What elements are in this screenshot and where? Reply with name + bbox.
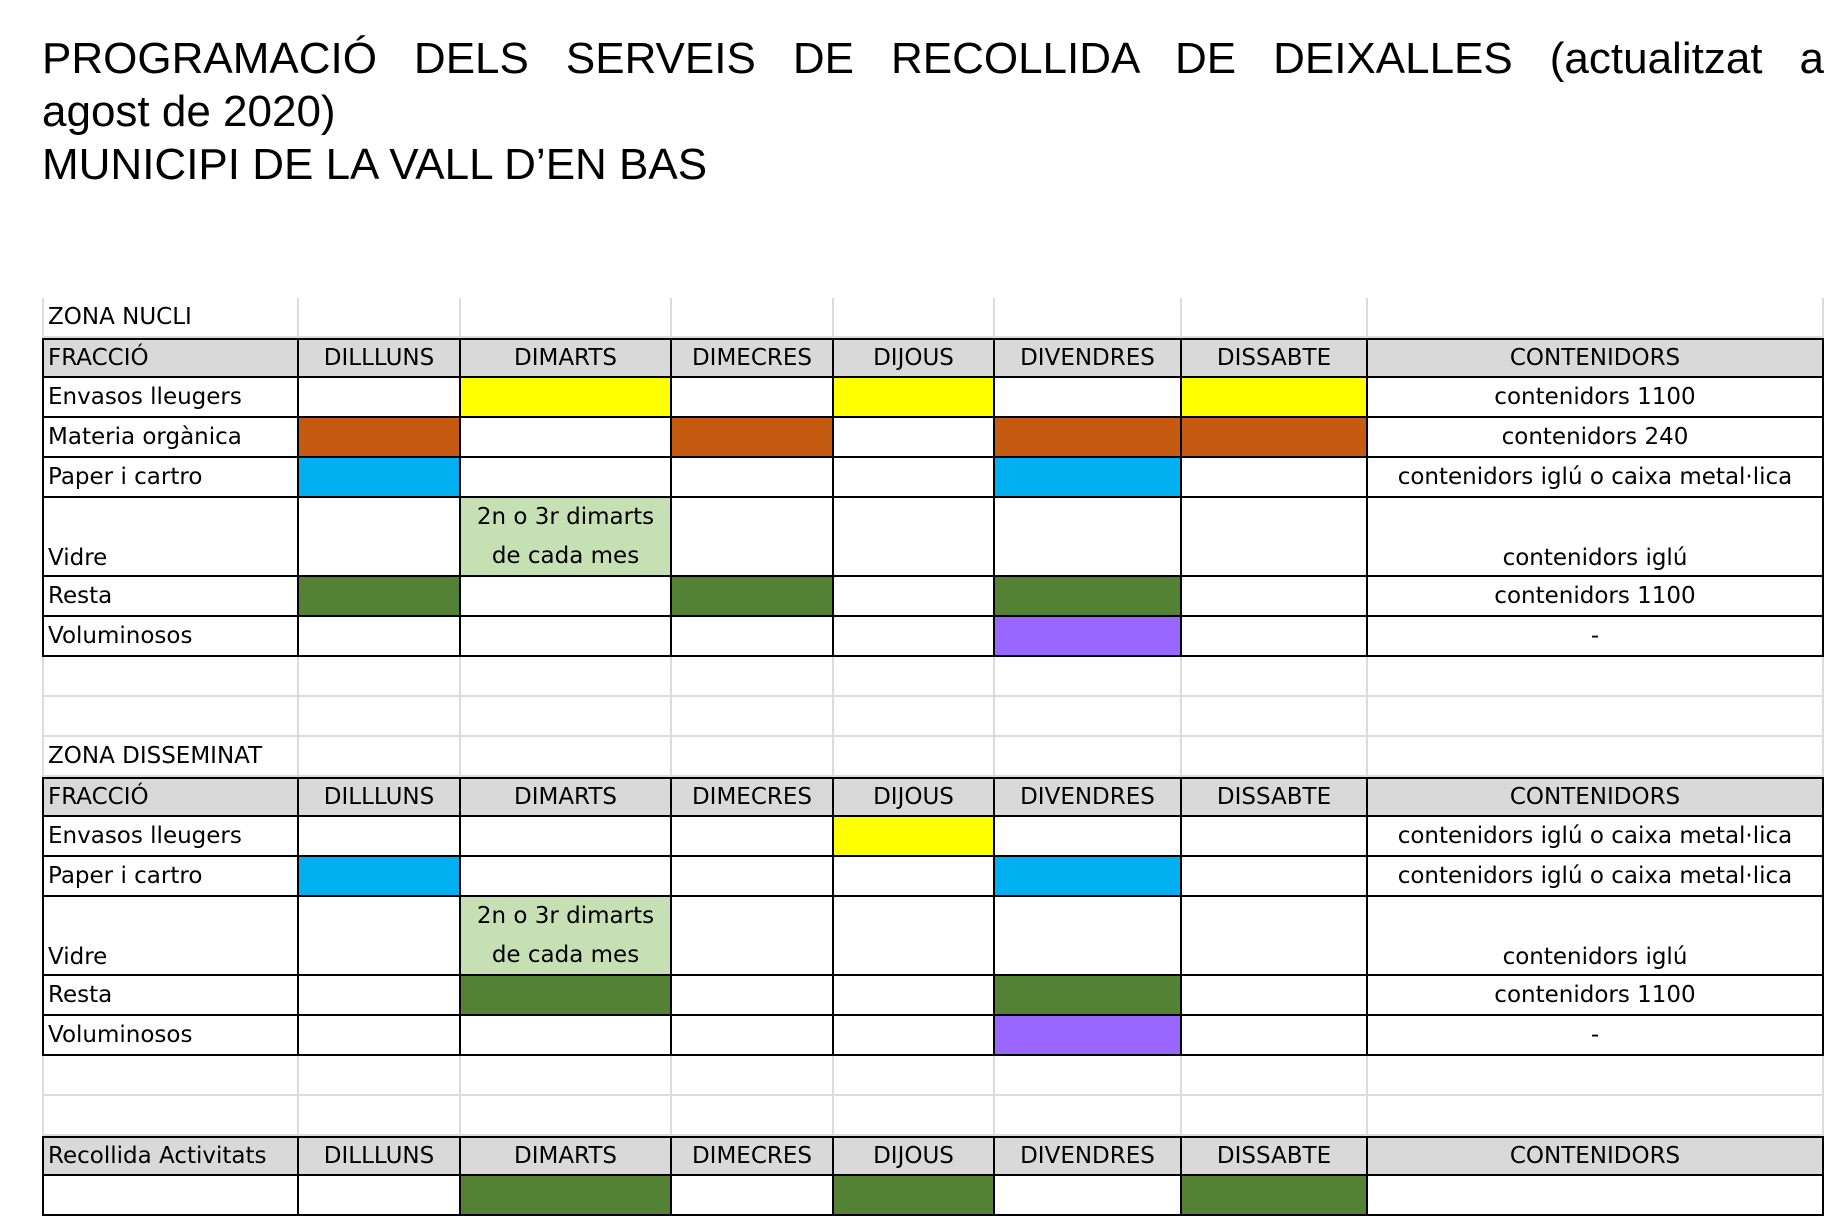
empty-cell (995, 737, 1182, 777)
header-contenidors: CONTENIDORS (1368, 777, 1824, 817)
empty-cell (461, 1096, 672, 1136)
day-cell (1182, 617, 1368, 657)
empty-cell (299, 1096, 461, 1136)
day-cell (672, 458, 834, 498)
empty-cell (995, 1096, 1182, 1136)
title-line-1: PROGRAMACIÓ DELS SERVEIS DE RECOLLIDA DE DEIXALLES (actualitzat a (42, 34, 1824, 83)
empty-cell (461, 657, 672, 697)
day-cell (672, 1016, 834, 1056)
empty-cell (834, 1096, 995, 1136)
day-cell (461, 577, 672, 617)
title-line-3: MUNICIPI DE LA VALL D’EN BAS (42, 140, 708, 189)
header-fraccio: FRACCIÓ (42, 338, 299, 378)
header-fraccio: Recollida Activitats (42, 1136, 299, 1176)
note-cell: 2n o 3r dimarts de cada mes (461, 897, 672, 976)
day-cell (299, 817, 461, 857)
day-cell (299, 617, 461, 657)
day-cell (995, 498, 1182, 577)
table-row (42, 857, 1824, 897)
contenidors-value: contenidors 1100 (1368, 577, 1824, 617)
header-day: DIJOUS (834, 1136, 995, 1176)
empty-cell (672, 1096, 834, 1136)
empty-cell (1182, 298, 1368, 338)
empty-cell (1368, 298, 1824, 338)
header-day: DIMARTS (461, 777, 672, 817)
header-fraccio: FRACCIÓ (42, 777, 299, 817)
scheduled-day-cell (995, 458, 1182, 498)
scheduled-day-cell (995, 976, 1182, 1016)
scheduled-day-cell (995, 577, 1182, 617)
header-day: DIJOUS (834, 777, 995, 817)
fraccio-name: Vidre (42, 498, 299, 577)
note-cell: 2n o 3r dimarts de cada mes (461, 498, 672, 577)
empty-cell (461, 298, 672, 338)
empty-cell (42, 697, 299, 737)
day-cell (1182, 577, 1368, 617)
table-row (42, 498, 1824, 577)
day-cell (672, 857, 834, 897)
activitats-empty-cell (1368, 1176, 1824, 1216)
day-cell (461, 617, 672, 657)
activitats-empty-cell (42, 1176, 299, 1216)
empty-cell (299, 298, 461, 338)
header-day: DIMECRES (672, 777, 834, 817)
header-day: DIVENDRES (995, 338, 1182, 378)
empty-cell (42, 657, 299, 697)
day-cell (995, 897, 1182, 976)
scheduled-day-cell (995, 418, 1182, 458)
day-cell (1182, 976, 1368, 1016)
empty-cell (672, 657, 834, 697)
header-day: DIMARTS (461, 1136, 672, 1176)
empty-cell (995, 298, 1182, 338)
scheduled-day-cell (834, 817, 995, 857)
day-cell (834, 458, 995, 498)
table-row (42, 577, 1824, 617)
fraccio-name: Paper i cartro (42, 857, 299, 897)
scheduled-day-cell (299, 458, 461, 498)
day-cell (834, 577, 995, 617)
day-cell (461, 1016, 672, 1056)
empty-cell (1182, 1096, 1368, 1136)
header-day: DISSABTE (1182, 777, 1368, 817)
table-row (42, 976, 1824, 1016)
empty-cell (995, 697, 1182, 737)
contenidors-value: - (1368, 1016, 1824, 1056)
table-row (42, 1016, 1824, 1056)
header-day: DILLLUNS (299, 338, 461, 378)
day-cell (1182, 817, 1368, 857)
title-line-2: agost de 2020) (42, 87, 336, 136)
header-day: DIMARTS (461, 338, 672, 378)
header-day: DISSABTE (1182, 1136, 1368, 1176)
day-cell (672, 897, 834, 976)
scheduled-day-cell (461, 378, 672, 418)
day-cell (672, 817, 834, 857)
day-cell (299, 1176, 461, 1216)
header-day: DILLLUNS (299, 777, 461, 817)
day-cell (672, 498, 834, 577)
header-day: DIVENDRES (995, 777, 1182, 817)
day-cell (299, 378, 461, 418)
table-row (42, 817, 1824, 857)
empty-cell (834, 697, 995, 737)
day-cell (834, 857, 995, 897)
fraccio-name: Resta (42, 577, 299, 617)
header-day: DIJOUS (834, 338, 995, 378)
fraccio-name: Resta (42, 976, 299, 1016)
contenidors-value: contenidors 1100 (1368, 378, 1824, 418)
day-cell (299, 498, 461, 577)
scheduled-day-cell (995, 617, 1182, 657)
empty-cell (1182, 1056, 1368, 1096)
scheduled-day-cell (299, 418, 461, 458)
empty-cell (834, 298, 995, 338)
header-contenidors: CONTENIDORS (1368, 1136, 1824, 1176)
header-day: DILLLUNS (299, 1136, 461, 1176)
empty-cell (995, 657, 1182, 697)
empty-cell (299, 657, 461, 697)
scheduled-day-cell (995, 1016, 1182, 1056)
empty-cell (834, 1056, 995, 1096)
day-cell (834, 617, 995, 657)
empty-row (42, 657, 1824, 697)
scheduled-day-cell (299, 857, 461, 897)
contenidors-value: - (1368, 617, 1824, 657)
empty-cell (461, 697, 672, 737)
day-cell (995, 378, 1182, 418)
empty-cell (834, 737, 995, 777)
zona-nucli-label-row (42, 298, 1824, 338)
empty-cell (1182, 737, 1368, 777)
contenidors-value: contenidors iglú o caixa metal·lica (1368, 458, 1824, 498)
document-title (42, 32, 1824, 191)
contenidors-value: contenidors iglú o caixa metal·lica (1368, 857, 1824, 897)
day-cell (1182, 458, 1368, 498)
day-cell (299, 897, 461, 976)
day-cell (461, 857, 672, 897)
empty-cell (672, 1056, 834, 1096)
day-cell (672, 976, 834, 1016)
scheduled-day-cell (834, 1176, 995, 1216)
header-day: DIMECRES (672, 338, 834, 378)
fraccio-name: Envasos lleugers (42, 378, 299, 418)
empty-cell (1368, 697, 1824, 737)
day-cell (995, 1176, 1182, 1216)
empty-row (42, 697, 1824, 737)
fraccio-name: Paper i cartro (42, 458, 299, 498)
table-row (42, 378, 1824, 418)
empty-cell (672, 697, 834, 737)
day-cell (1182, 1016, 1368, 1056)
activitats-header-row (42, 1136, 1824, 1176)
header-day: DISSABTE (1182, 338, 1368, 378)
day-cell (1182, 897, 1368, 976)
day-cell (299, 976, 461, 1016)
empty-cell (1182, 657, 1368, 697)
day-cell (1182, 857, 1368, 897)
contenidors-value: contenidors iglú (1368, 897, 1824, 976)
empty-cell (461, 737, 672, 777)
header-day: DIMECRES (672, 1136, 834, 1176)
day-cell (1182, 498, 1368, 577)
day-cell (672, 617, 834, 657)
day-cell (461, 817, 672, 857)
header-contenidors: CONTENIDORS (1368, 338, 1824, 378)
day-cell (461, 458, 672, 498)
scheduled-day-cell (461, 1176, 672, 1216)
table-row (42, 897, 1824, 976)
day-cell (834, 418, 995, 458)
fraccio-name: Voluminosos (42, 617, 299, 657)
empty-cell (461, 1056, 672, 1096)
fraccio-name: Voluminosos (42, 1016, 299, 1056)
header-day: DIVENDRES (995, 1136, 1182, 1176)
table-row (42, 458, 1824, 498)
empty-cell (672, 298, 834, 338)
empty-cell (299, 1056, 461, 1096)
table-row (42, 617, 1824, 657)
day-cell (834, 1016, 995, 1056)
empty-cell (299, 697, 461, 737)
day-cell (672, 378, 834, 418)
day-cell (834, 498, 995, 577)
fraccio-name: Materia orgànica (42, 418, 299, 458)
empty-cell (1368, 1096, 1824, 1136)
scheduled-day-cell (299, 577, 461, 617)
empty-row (42, 1056, 1824, 1096)
day-cell (995, 817, 1182, 857)
empty-cell (42, 1096, 299, 1136)
scheduled-day-cell (672, 418, 834, 458)
empty-cell (1182, 697, 1368, 737)
empty-cell (1368, 737, 1824, 777)
contenidors-value: contenidors iglú (1368, 498, 1824, 577)
scheduled-day-cell (834, 378, 995, 418)
activitats-row (42, 1176, 1824, 1216)
contenidors-value: contenidors 1100 (1368, 976, 1824, 1016)
zona-nucli-header-row (42, 338, 1824, 378)
day-cell (834, 976, 995, 1016)
zona-disseminat-label-row (42, 737, 1824, 777)
fraccio-name: Vidre (42, 897, 299, 976)
empty-cell (1368, 1056, 1824, 1096)
table-row (42, 418, 1824, 458)
scheduled-day-cell (1182, 418, 1368, 458)
empty-cell (995, 1056, 1182, 1096)
zone-label: ZONA DISSEMINAT (42, 737, 299, 777)
scheduled-day-cell (995, 857, 1182, 897)
day-cell (834, 897, 995, 976)
day-cell (461, 418, 672, 458)
zona-disseminat-header-row (42, 777, 1824, 817)
scheduled-day-cell (672, 577, 834, 617)
zone-label: ZONA NUCLI (42, 298, 299, 338)
scheduled-day-cell (461, 976, 672, 1016)
fraccio-name: Envasos lleugers (42, 817, 299, 857)
empty-cell (299, 737, 461, 777)
empty-cell (672, 737, 834, 777)
day-cell (299, 1016, 461, 1056)
empty-row (42, 1096, 1824, 1136)
day-cell (672, 1176, 834, 1216)
empty-cell (1368, 657, 1824, 697)
empty-cell (834, 657, 995, 697)
contenidors-value: contenidors 240 (1368, 418, 1824, 458)
scheduled-day-cell (1182, 378, 1368, 418)
contenidors-value: contenidors iglú o caixa metal·lica (1368, 817, 1824, 857)
scheduled-day-cell (1182, 1176, 1368, 1216)
empty-cell (42, 1056, 299, 1096)
schedule-spreadsheet (42, 298, 1824, 1216)
